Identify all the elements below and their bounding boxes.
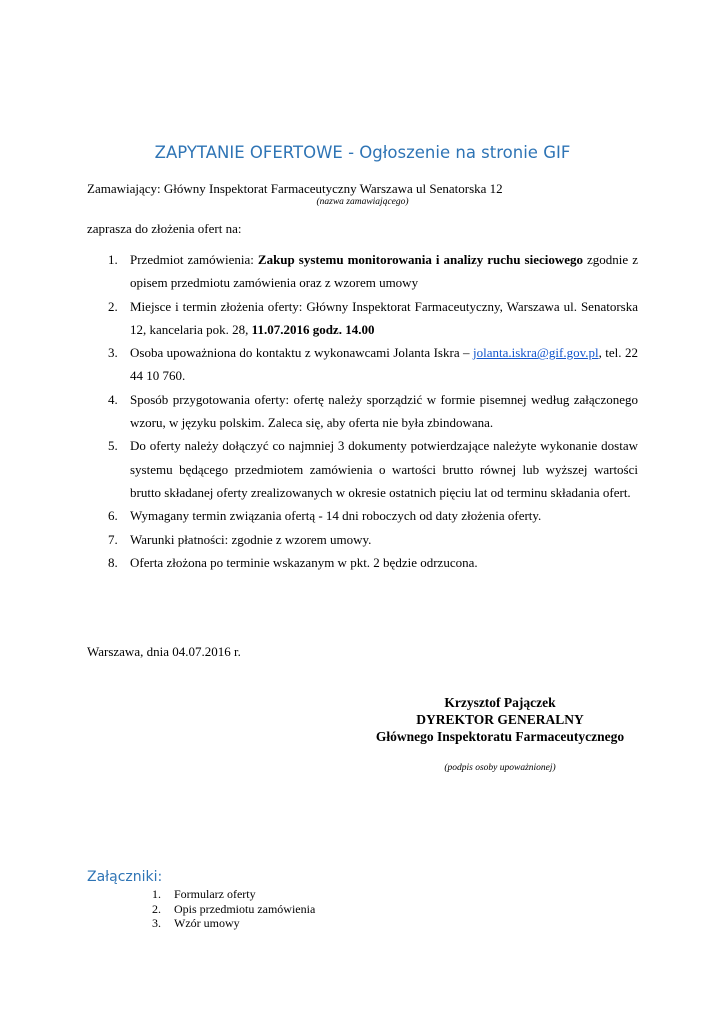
- list-item: [108, 551, 638, 574]
- list-item: [108, 341, 638, 388]
- item-text: zgodnie z opisem przedmiotu zamówienia oraz z wzorem umowy: [130, 252, 638, 291]
- item-text: Miejsce i termin złożenia oferty: Główny Inspektorat Farmaceutyczny, Warszawa ul. Senatorska 12, kancelaria pok. 28,: [130, 298, 638, 337]
- signer-role: DYREKTOR GENERALNY: [416, 712, 584, 727]
- item-number: 3.: [108, 345, 118, 361]
- item-text: Wymagany termin związania ofertą - 14 dni roboczych od daty złożenia oferty.: [130, 508, 542, 524]
- item-bold-text: Zakup systemu monitorowania i analizy ruchu sieciowego: [257, 252, 584, 267]
- item-number: 5.: [108, 438, 118, 454]
- email-link[interactable]: jolanta.iskra@gif.gov.pl: [473, 345, 599, 361]
- item-text: Osoba upoważniona do kontaktu z wykonawcami Jolanta Iskra –: [130, 345, 474, 361]
- list-item: [108, 295, 638, 342]
- document-title: ZAPYTANIE OFERTOWE - Ogłoszenie na stronie GIF: [154, 143, 571, 162]
- item-text: Sposób przygotowania oferty: ofertę należy sporządzić w formie pisemnej według załączonego wzoru, w języku polskim. Zaleca się, aby oferta nie była zbindowana.: [130, 391, 638, 431]
- attachments-title: Załączniki:: [87, 869, 163, 885]
- attachment-label: Wzór umowy: [174, 916, 240, 931]
- ordering-party: Zamawiający: Główny Inspektorat Farmaceutyczny Warszawa ul Senatorska 12: [87, 181, 503, 196]
- list-item: [108, 528, 638, 551]
- attachment-number: 2.: [152, 901, 161, 916]
- item-number: 7.: [108, 531, 118, 547]
- item-number: 1.: [108, 252, 118, 267]
- intro-text: zaprasza do złożenia ofert na:: [87, 221, 242, 236]
- item-number: 2.: [108, 298, 118, 314]
- attachment-number: 3.: [152, 916, 161, 931]
- list-item: [108, 248, 638, 295]
- list-item: [108, 504, 638, 527]
- ordering-party-caption: (nazwa zamawiającego): [316, 197, 409, 207]
- requirements-list: [108, 248, 638, 574]
- attachments-list: [152, 887, 315, 931]
- item-number: 8.: [108, 554, 118, 570]
- attachment-item: [152, 887, 315, 902]
- attachment-item: [152, 916, 315, 931]
- attachment-label: Opis przedmiotu zamówienia: [174, 901, 316, 916]
- list-item: [108, 434, 638, 504]
- attachment-number: 1.: [152, 887, 161, 901]
- signer-organization: Głównego Inspektoratu Farmaceutycznego: [375, 729, 625, 744]
- signature-caption: (podpis osoby upoważnionej): [444, 763, 556, 773]
- item-bold-text: 11.07.2016 godz. 14.00: [251, 321, 375, 337]
- item-number: 6.: [108, 508, 118, 524]
- item-text: Warunki płatności: zgodnie z wzorem umowy.: [130, 531, 372, 547]
- item-number: 4.: [108, 391, 118, 407]
- item-text: Do oferty należy dołączyć co najmniej 3 dokumenty potwierdzające należyte wykonanie dostaw systemu będącego przedmiotem zamówienia o wartości brutto równej lub wyższej wartości brutto składanej oferty zrealizowanych w okresie ostatnich pięciu lat od terminu składania ofert.: [130, 438, 638, 500]
- item-text: , tel. 22 44 10 760.: [130, 345, 638, 384]
- item-text: Przedmiot zamówienia:: [130, 252, 258, 267]
- place-date: Warszawa, dnia 04.07.2016 r.: [87, 644, 241, 659]
- signer-name: Krzysztof Pajączek: [444, 695, 556, 710]
- attachment-label: Formularz oferty: [174, 887, 256, 901]
- item-text: Oferta złożona po terminie wskazanym w pkt. 2 będzie odrzucona.: [130, 554, 478, 570]
- list-item: [108, 388, 638, 435]
- attachment-item: [152, 902, 315, 917]
